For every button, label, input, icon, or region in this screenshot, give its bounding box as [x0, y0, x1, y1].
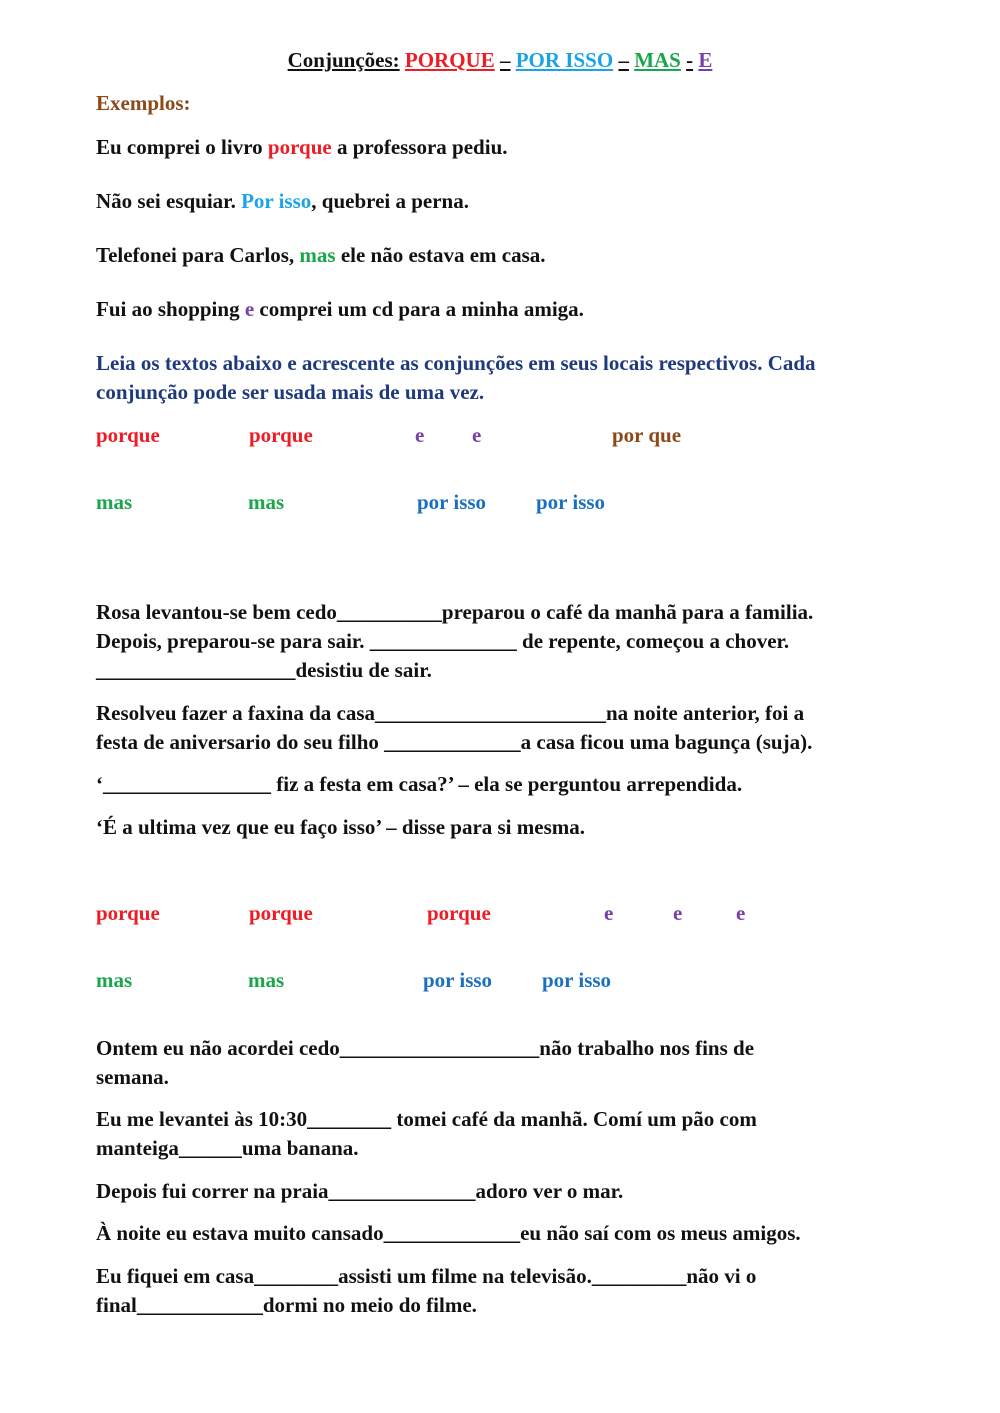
example-text: , quebrei a perna.: [311, 189, 469, 213]
title-mas: MAS: [634, 48, 681, 72]
word-bank-chip: mas: [96, 968, 133, 992]
example-text: ele não estava em casa.: [335, 243, 546, 267]
example-text: Fui ao shopping: [96, 297, 245, 321]
word-bank-chip: porque: [249, 423, 313, 447]
exercise-line: ___________________desistiu de sair.: [96, 658, 432, 682]
example-text: a professora pediu.: [331, 135, 508, 159]
exercise-line: Rosa levantou-se bem cedo__________preparou o café da manhã para a familia.: [96, 600, 814, 624]
word-bank-chip: e: [736, 901, 746, 925]
exercise-line: semana.: [96, 1065, 169, 1089]
word-bank-chip: por isso: [536, 490, 606, 514]
page-title: [0, 46, 1000, 75]
example-sentence: [96, 295, 584, 324]
word-bank-chip: por isso: [423, 968, 493, 992]
example-conjunction: Por isso: [241, 189, 312, 213]
word-bank-chip: mas: [96, 490, 133, 514]
word-bank-chip: e: [673, 901, 683, 925]
example-text: Não sei esquiar.: [96, 189, 242, 213]
exercise-line: Eu fiquei em casa________assisti um filme na televisão._________não vi o: [96, 1264, 757, 1288]
example-sentence: [96, 241, 546, 270]
exercise-line: ‘É a ultima vez que eu faço isso’ – disse para si mesma.: [96, 815, 585, 839]
word-bank-chip: mas: [248, 490, 285, 514]
exercise-line: Eu me levantei às 10:30________ tomei café da manhã. Comí um pão com: [96, 1107, 757, 1131]
word-bank-chip: por que: [612, 423, 682, 447]
title-por-isso: POR ISSO: [515, 48, 614, 72]
title-sep: -: [686, 48, 694, 72]
word-bank-chip: e: [472, 423, 482, 447]
word-bank-chip: por isso: [542, 968, 612, 992]
word-bank-chip: mas: [248, 968, 285, 992]
exercise-line: Ontem eu não acordei cedo___________________não trabalho nos fins de: [96, 1036, 755, 1060]
word-bank-chip: porque: [96, 423, 160, 447]
word-bank-chip: e: [415, 423, 425, 447]
example-conjunction: mas: [299, 243, 336, 267]
example-text: Telefonei para Carlos,: [96, 243, 300, 267]
title-e: E: [698, 48, 713, 72]
title-sep: –: [499, 48, 511, 72]
example-conjunction: porque: [267, 135, 332, 159]
exercise-line: manteiga______uma banana.: [96, 1136, 359, 1160]
exercise-line: Depois, preparou-se para sair. ______________ de repente, começou a chover.: [96, 629, 790, 653]
word-bank-chip: porque: [427, 901, 491, 925]
instruction-line: Leia os textos abaixo e acrescente as conjunções em seus locais respectivos. Cada: [96, 351, 816, 375]
example-sentence: [96, 133, 508, 162]
word-bank-chip: por isso: [417, 490, 487, 514]
exercise-line: festa de aniversario do seu filho _____________a casa ficou uma bagunça (suja).: [96, 730, 813, 754]
exercise-line: ‘________________ fiz a festa em casa?’ – ela se perguntou arrependida.: [96, 772, 743, 796]
title-porque: PORQUE: [404, 48, 495, 72]
title-sep: –: [618, 48, 629, 72]
example-text: Eu comprei o livro: [96, 135, 268, 159]
word-bank-chip: e: [604, 901, 614, 925]
example-sentence: [96, 187, 469, 216]
instruction-line: conjunção pode ser usada mais de uma vez.: [96, 380, 485, 404]
exercise-line: final____________dormi no meio do filme.: [96, 1293, 477, 1317]
example-text: comprei um cd para a minha amiga.: [254, 297, 584, 321]
exercise-line: Resolveu fazer a faxina da casa______________________na noite anterior, foi a: [96, 701, 805, 725]
example-conjunction: e: [244, 297, 255, 321]
exercise-line: À noite eu estava muito cansado_____________eu não saí com os meus amigos.: [96, 1221, 801, 1245]
examples-heading: Exemplos:: [96, 91, 191, 115]
word-bank-chip: porque: [96, 901, 160, 925]
word-bank-chip: porque: [249, 901, 313, 925]
title-lead: Conjunções:: [287, 48, 400, 72]
exercise-line: Depois fui correr na praia______________adoro ver o mar.: [96, 1179, 624, 1203]
